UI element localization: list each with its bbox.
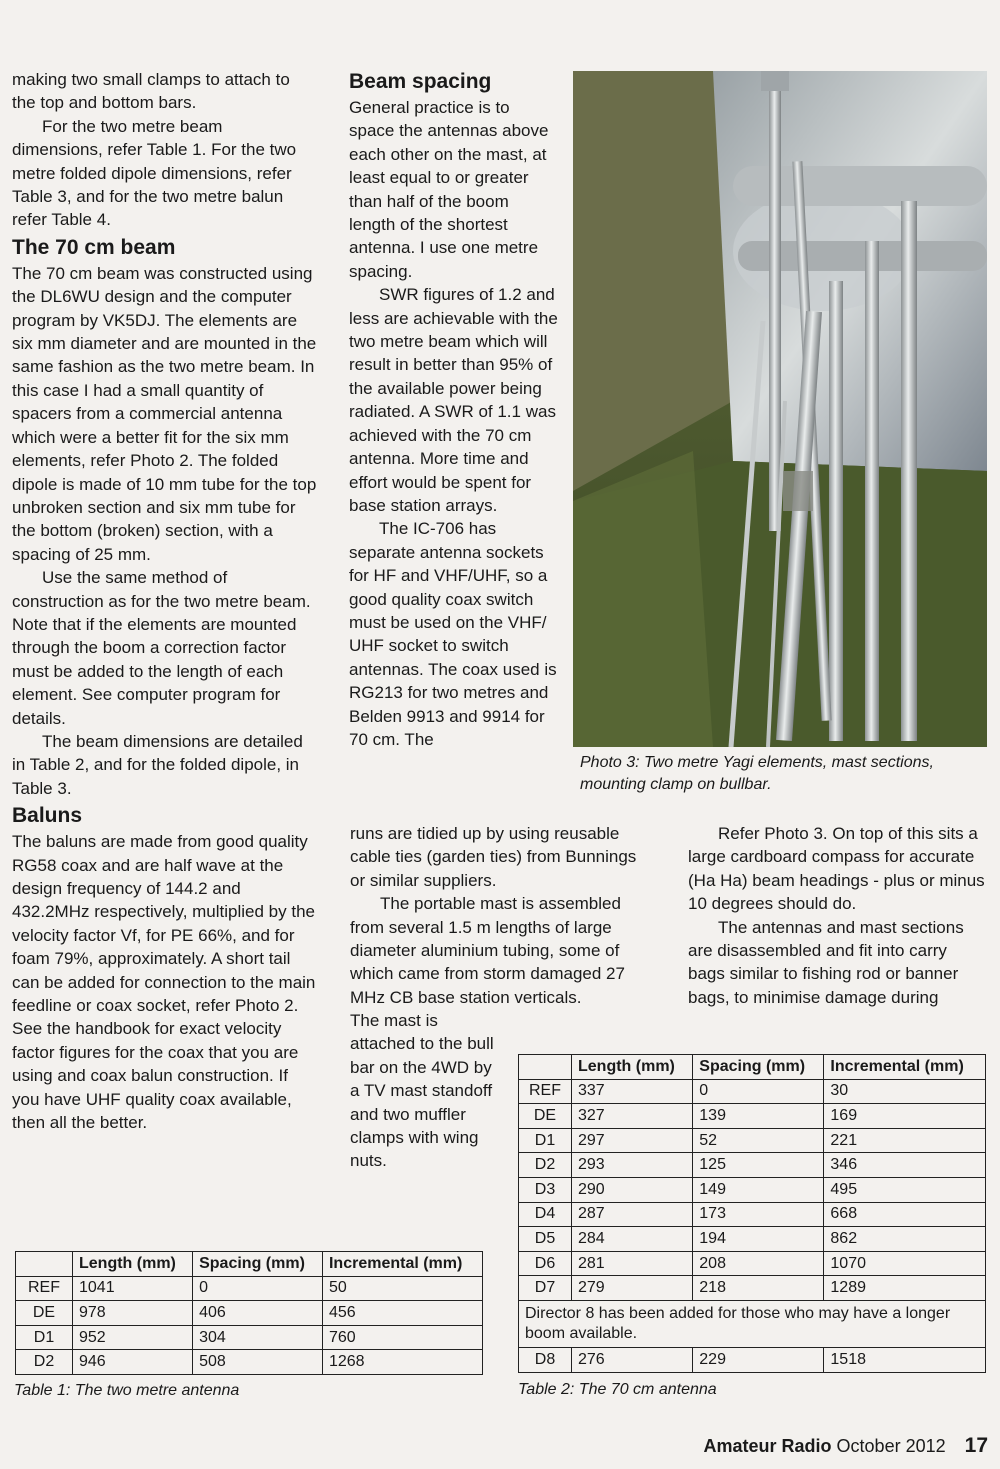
table-row — [519, 1104, 986, 1129]
row-label: D1 — [16, 1325, 73, 1350]
header-cell: Incremental (mm) — [322, 1252, 482, 1277]
table-cell: 125 — [693, 1153, 824, 1178]
table-cell: 1518 — [824, 1347, 986, 1372]
section-heading-70cm-beam: The 70 cm beam — [12, 235, 176, 259]
table-cell: 221 — [824, 1128, 986, 1153]
header-cell: Incremental (mm) — [824, 1055, 986, 1080]
paragraph: Refer Photo 3. On top of this sits a large cardboard compass for accurate (Ha Ha) beam headings - plus or minus 10 degrees should do. — [688, 824, 985, 914]
table-cell: 406 — [193, 1301, 323, 1326]
table-cell: 139 — [693, 1104, 824, 1129]
table-row — [519, 1227, 986, 1252]
table-cell: 284 — [572, 1227, 693, 1252]
table-row — [519, 1079, 986, 1104]
row-label: D2 — [519, 1153, 572, 1178]
table-row — [16, 1325, 483, 1350]
column-2 — [349, 68, 559, 751]
photo-yagi-elements-on-bullbar — [573, 71, 987, 747]
table-cell: 1289 — [824, 1276, 986, 1301]
table-row — [16, 1301, 483, 1326]
magazine-name: Amateur Radio — [703, 1436, 832, 1456]
table-cell: 208 — [693, 1251, 824, 1276]
row-label: D7 — [519, 1276, 572, 1301]
header-cell: Length (mm) — [73, 1252, 193, 1277]
table-cell: 946 — [73, 1350, 193, 1375]
table-row — [519, 1153, 986, 1178]
table-row — [519, 1128, 986, 1153]
table-row — [16, 1350, 483, 1375]
row-label: D3 — [519, 1177, 572, 1202]
header-cell: Spacing (mm) — [193, 1252, 323, 1277]
photo-image — [573, 71, 987, 747]
table-cell: 52 — [693, 1128, 824, 1153]
column-2-continued — [350, 822, 655, 1009]
table-caption: Table 2: The 70 cm antenna — [518, 1381, 717, 1398]
row-label: REF — [519, 1079, 572, 1104]
table-cell: 495 — [824, 1177, 986, 1202]
section-heading-baluns: Baluns — [12, 804, 83, 828]
table-cell: 293 — [572, 1153, 693, 1178]
row-label: D5 — [519, 1227, 572, 1252]
table-cell: 978 — [73, 1301, 193, 1326]
table-row — [519, 1202, 986, 1227]
table-caption: Table 1: The two metre antenna — [14, 1382, 240, 1399]
table-cell: 346 — [824, 1153, 986, 1178]
column-1 — [12, 68, 317, 1134]
table-note-row — [519, 1300, 986, 1347]
table-row — [16, 1276, 483, 1301]
header-cell — [519, 1055, 572, 1080]
table-note: Director 8 has been added for those who may have a longer boom available. — [519, 1300, 986, 1347]
photo-caption: Photo 3: Two metre Yagi elements, mast sections, mounting clamp on bullbar. — [580, 754, 934, 793]
table-cell: 0 — [693, 1079, 824, 1104]
row-label: D6 — [519, 1251, 572, 1276]
table-cell: 297 — [572, 1128, 693, 1153]
table-cell: 952 — [73, 1325, 193, 1350]
table-cell: 1070 — [824, 1251, 986, 1276]
paragraph: The antennas and mast sections are disassembled and fit into carry bags similar to fishing rod or banner bags, to minimise damage during — [688, 917, 964, 1007]
table-header-row — [16, 1252, 483, 1277]
paragraph: The portable mast is assembled from several 1.5 m lengths of large diameter aluminium tubing, some of which came from storm damaged 27 MHz CB base station verticals. — [350, 894, 625, 1007]
table-cell: 862 — [824, 1227, 986, 1252]
paragraph: The baluns are made from good quality RG58 coax and are half wave at the design frequency of 144.2 and 432.2MHz respectively, multiplied by the velocity factor Vf, for PE 66%, and for foam 79%, approximately. A short tail can be added for connection to the main feedline or coax socket, refer Photo 2. See the handbook for exact velocity factor figures for the coax that you are using and coax balun construction. If you have UHF quality coax available, then all the better. — [12, 832, 316, 1133]
row-label: D4 — [519, 1202, 572, 1227]
table-cell: 304 — [193, 1325, 323, 1350]
table-cell: 668 — [824, 1202, 986, 1227]
table-row — [519, 1177, 986, 1202]
table-cell: 169 — [824, 1104, 986, 1129]
table-cell: 1041 — [73, 1276, 193, 1301]
table-cell: 229 — [693, 1347, 824, 1372]
paragraph: SWR figures of 1.2 and less are achievable with the two metre beam which will result in better than 95% of the available power being radiated. A SWR of 1.1 was achieved with the 70 cm antenna. More time and effort would be spent for base station arrays. — [349, 285, 558, 515]
table-cell: 760 — [322, 1325, 482, 1350]
issue-date: October 2012 — [836, 1436, 946, 1456]
row-label: D2 — [16, 1350, 73, 1375]
row-label: DE — [519, 1104, 572, 1129]
table-cell: 279 — [572, 1276, 693, 1301]
section-heading-beam-spacing: Beam spacing — [349, 70, 492, 93]
paragraph: General practice is to space the antennas above each other on the mast, at least equal to or greater than half of the boom length of the shortest antenna. I use one metre spacing. — [349, 98, 549, 281]
table-cell: 290 — [572, 1177, 693, 1202]
table-cell: 50 — [322, 1276, 482, 1301]
table-cell: 276 — [572, 1347, 693, 1372]
table-cell: 1268 — [322, 1350, 482, 1375]
table-cell: 281 — [572, 1251, 693, 1276]
paragraph: Use the same method of construction as for the two metre beam. Note that if the elements are mounted through the boom a correction factor must be added to the length of each element. See computer program for details. — [12, 568, 311, 728]
paragraph: runs are tidied up by using reusable cable ties (garden ties) from Bunnings or similar suppliers. — [350, 824, 637, 890]
table-row — [519, 1347, 986, 1372]
table-two-metre-antenna — [15, 1251, 483, 1375]
table-cell: 337 — [572, 1079, 693, 1104]
table-cell: 173 — [693, 1202, 824, 1227]
paragraph: making two small clamps to attach to the top and bottom bars. — [12, 70, 290, 113]
column-3 — [688, 822, 988, 1009]
table-70cm-antenna — [518, 1054, 986, 1373]
header-cell: Length (mm) — [572, 1055, 693, 1080]
paragraph: The 70 cm beam was constructed using the DL6WU design and the computer program by VK5DJ. The elements are six mm diameter and are mounted in the same fashion as the two metre beam. In this case I had a small quantity of spacers from a commercial antenna which were a better fit for the six mm elements, refer Photo 2. The folded dipole is made of 10 mm tube for the top unbroken section and six mm tube for the bottom (broken) section, with a spacing of 25 mm. — [12, 263, 317, 564]
table-cell: 508 — [193, 1350, 323, 1375]
row-label: DE — [16, 1301, 73, 1326]
paragraph: The IC-706 has separate antenna sockets for HF and VHF/UHF, so a good quality coax switch must be used on the VHF/ UHF socket to switch antennas. The coax used is RG213 for two metres and Belden 9913 and 9914 for 70 cm. The — [349, 519, 557, 749]
table-row — [519, 1251, 986, 1276]
table-cell: 149 — [693, 1177, 824, 1202]
header-cell — [16, 1252, 73, 1277]
paragraph: The mast is attached to the bull bar on the 4WD by a TV mast standoff and two muffler clamps with wing nuts. — [350, 1011, 494, 1171]
page-footer — [688, 1434, 988, 1460]
table-cell: 30 — [824, 1079, 986, 1104]
table-cell: 327 — [572, 1104, 693, 1129]
table-cell: 218 — [693, 1276, 824, 1301]
row-label: REF — [16, 1276, 73, 1301]
column-2-mast-text — [350, 1009, 495, 1173]
table-header-row — [519, 1055, 986, 1080]
table-cell: 287 — [572, 1202, 693, 1227]
paragraph: The beam dimensions are detailed in Table 2, and for the folded dipole, in Table 3. — [12, 731, 303, 798]
paragraph: For the two metre beam dimensions, refer Table 1. For the two metre folded dipole dimensions, refer Table 3, and for the two metre balun refer Table 4. — [12, 116, 297, 230]
table-row — [519, 1276, 986, 1301]
row-label: D1 — [519, 1128, 572, 1153]
table-cell: 456 — [322, 1301, 482, 1326]
header-cell: Spacing (mm) — [693, 1055, 824, 1080]
table-cell: 0 — [193, 1276, 323, 1301]
table-cell: 194 — [693, 1227, 824, 1252]
page-number: 17 — [964, 1434, 988, 1457]
row-label: D8 — [519, 1347, 572, 1372]
